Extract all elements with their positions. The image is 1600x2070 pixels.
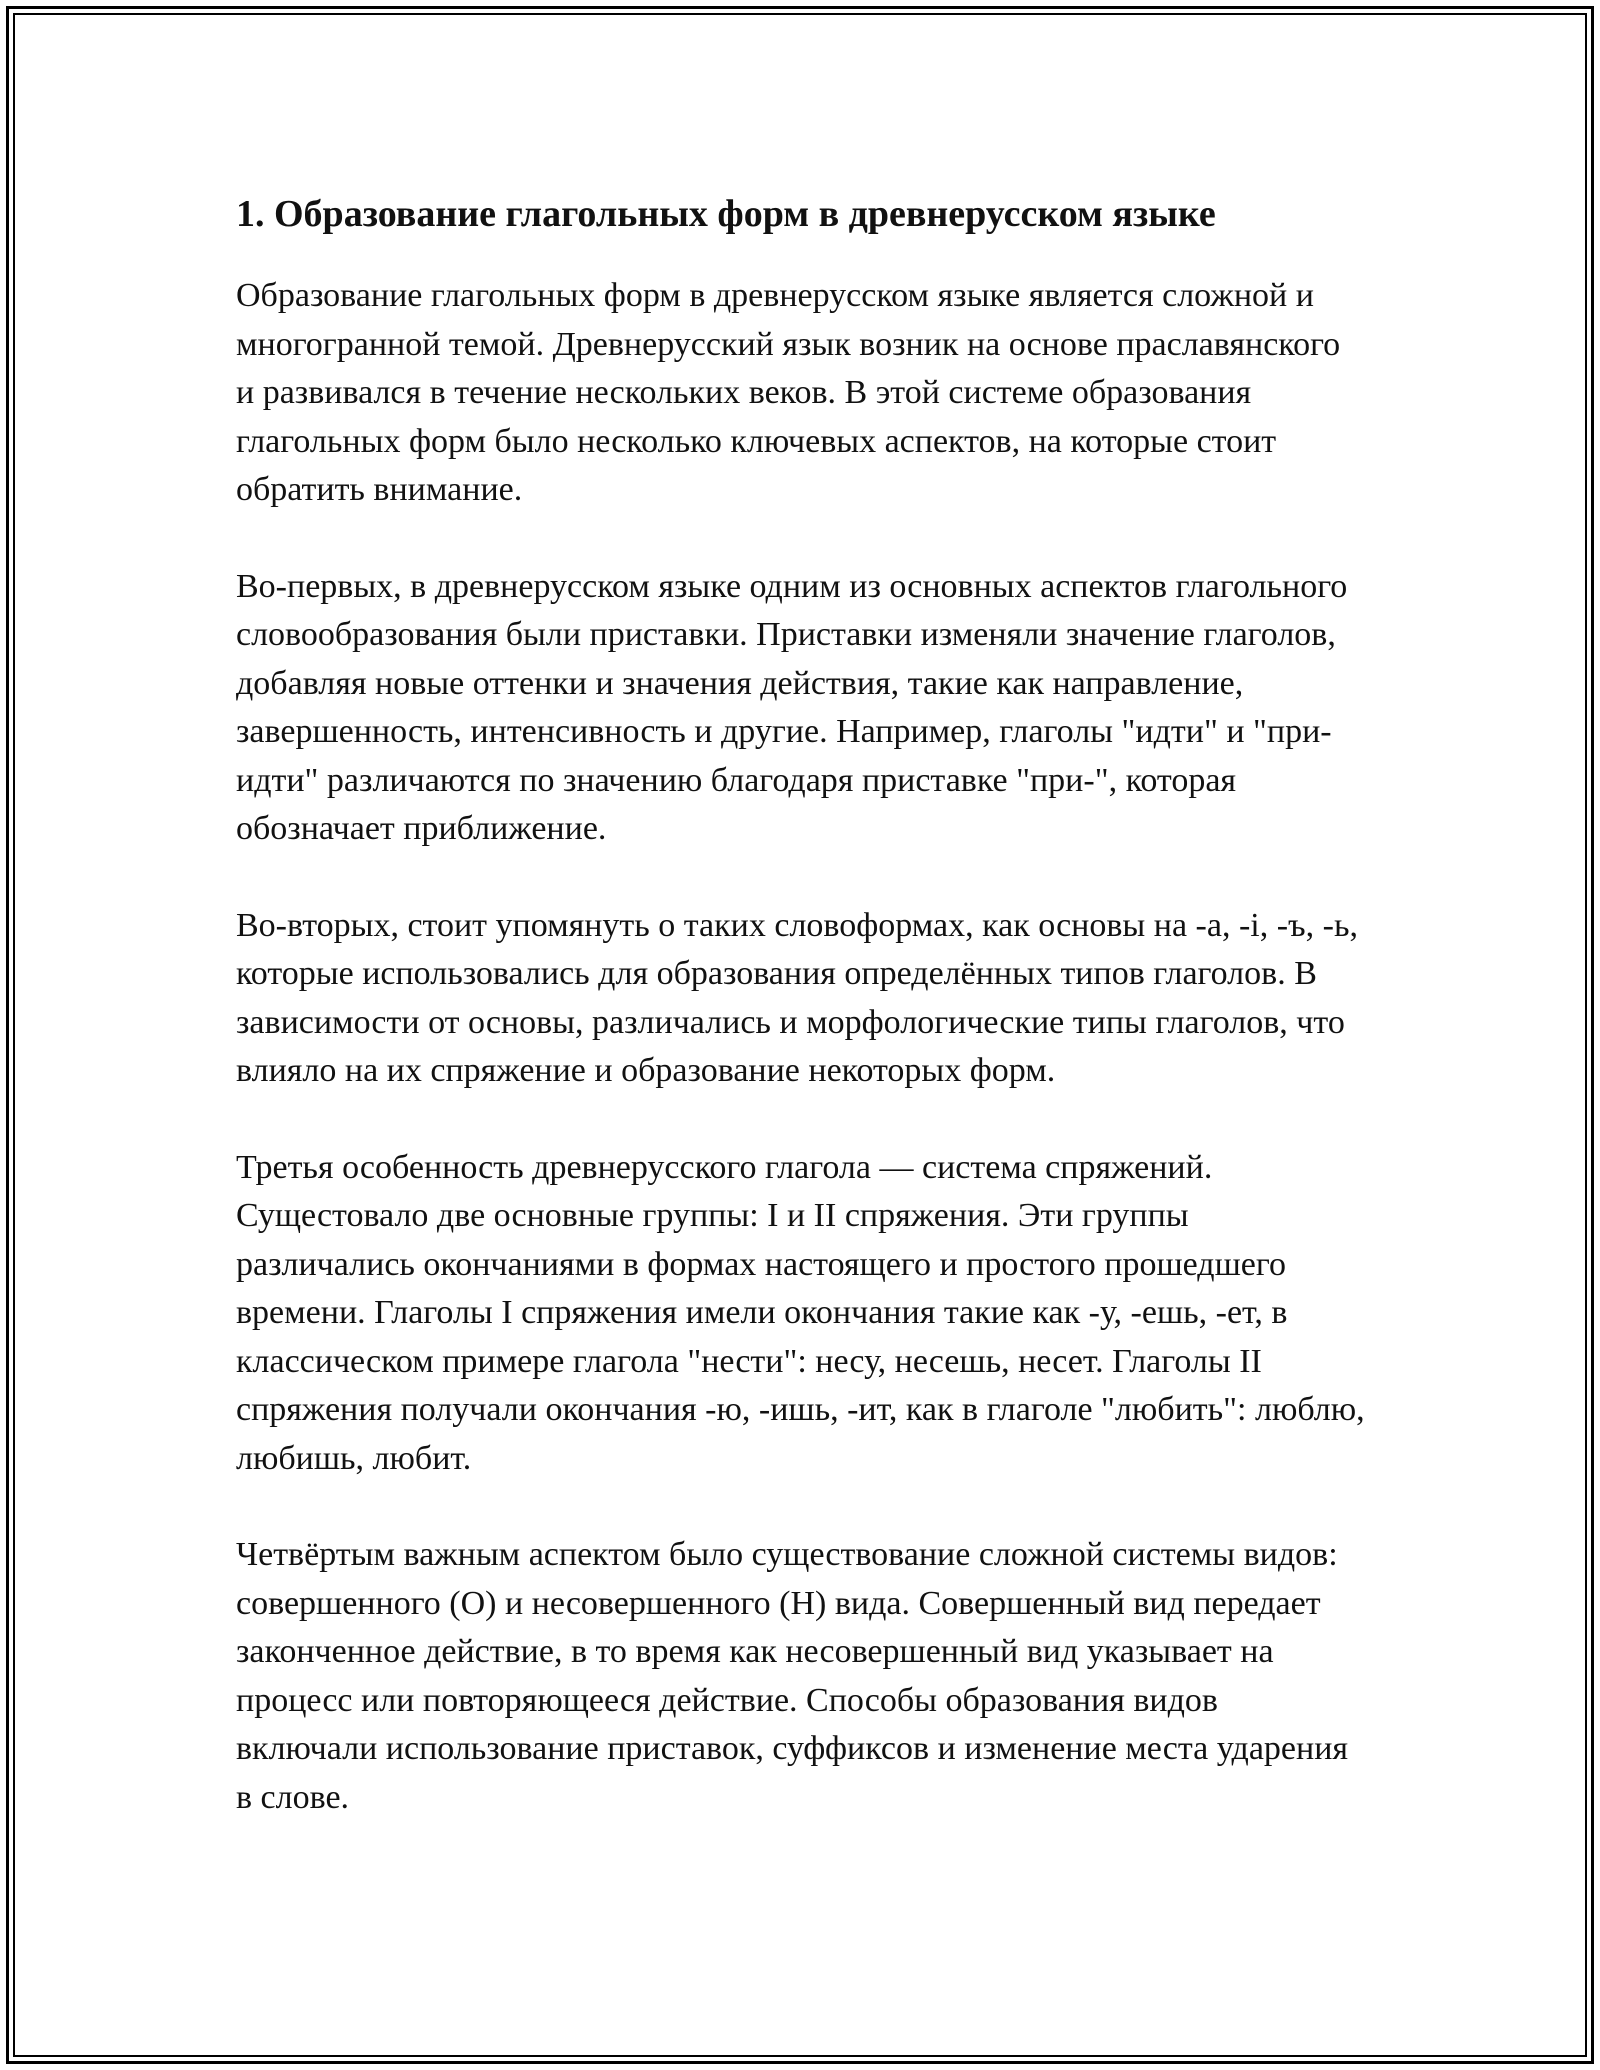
paragraph-2: Во-первых, в древнерусском языке одним из основных аспектов глагольного словообразования были приставки. Приставки изменяли значение глаголов, добавляя новые оттенки и значения действия, такие как направление, завершенность, интенсивность и другие. Например, глаголы "идти" и "при-идти" различаются по значению благодаря приставке "при-", которая обозначает приближение.	[236, 567, 1348, 847]
page-title: 1. Образование глагольных форм в древнерусском языке	[236, 193, 1216, 235]
paragraph-3: Во-вторых, стоит упомянуть о таких словоформах, как основы на -а, -і, -ъ, -ь, которые использовались для образования определённых типов глаголов. В зависимости от основы, различались и морфологические типы глаголов, что влияло на их спряжение и образование некоторых форм.	[236, 906, 1358, 1089]
paragraph-1: Образование глагольных форм в древнерусском языке является сложной и многогранной темой. Древнерусский язык возник на основе праславянского и развивался в течение нескольких веков. В этой системе образования глагольных форм было несколько ключевых аспектов, на которые стоит обратить внимание.	[236, 277, 1341, 508]
paragraph-4: Третья особенность древнерусского глагола — система спряжений. Сущестовало две основные группы: I и II спряжения. Эти группы различались окончаниями в формах настоящего и простого прошедшего времени. Глаголы I спряжения имели окончания такие как -у, -ешь, -ет, в классическом примере глагола "нести": несу, несешь, несет. Глаголы II спряжения получали окончания -ю, -ишь, -ит, как в глаголе "любить": люблю, любишь, любит.	[236, 1148, 1365, 1477]
paragraph-5: Четвёртым важным аспектом было существование сложной системы видов: совершенного (О) и несовершенного (Н) вида. Совершенный вид передает законченное действие, в то время как несовершенный вид указывает на процесс или повторяющееся действие. Способы образования видов включали использование приставок, суффиксов и изменение места ударения в слове.	[236, 1536, 1349, 1816]
document-body	[236, 186, 1366, 1870]
